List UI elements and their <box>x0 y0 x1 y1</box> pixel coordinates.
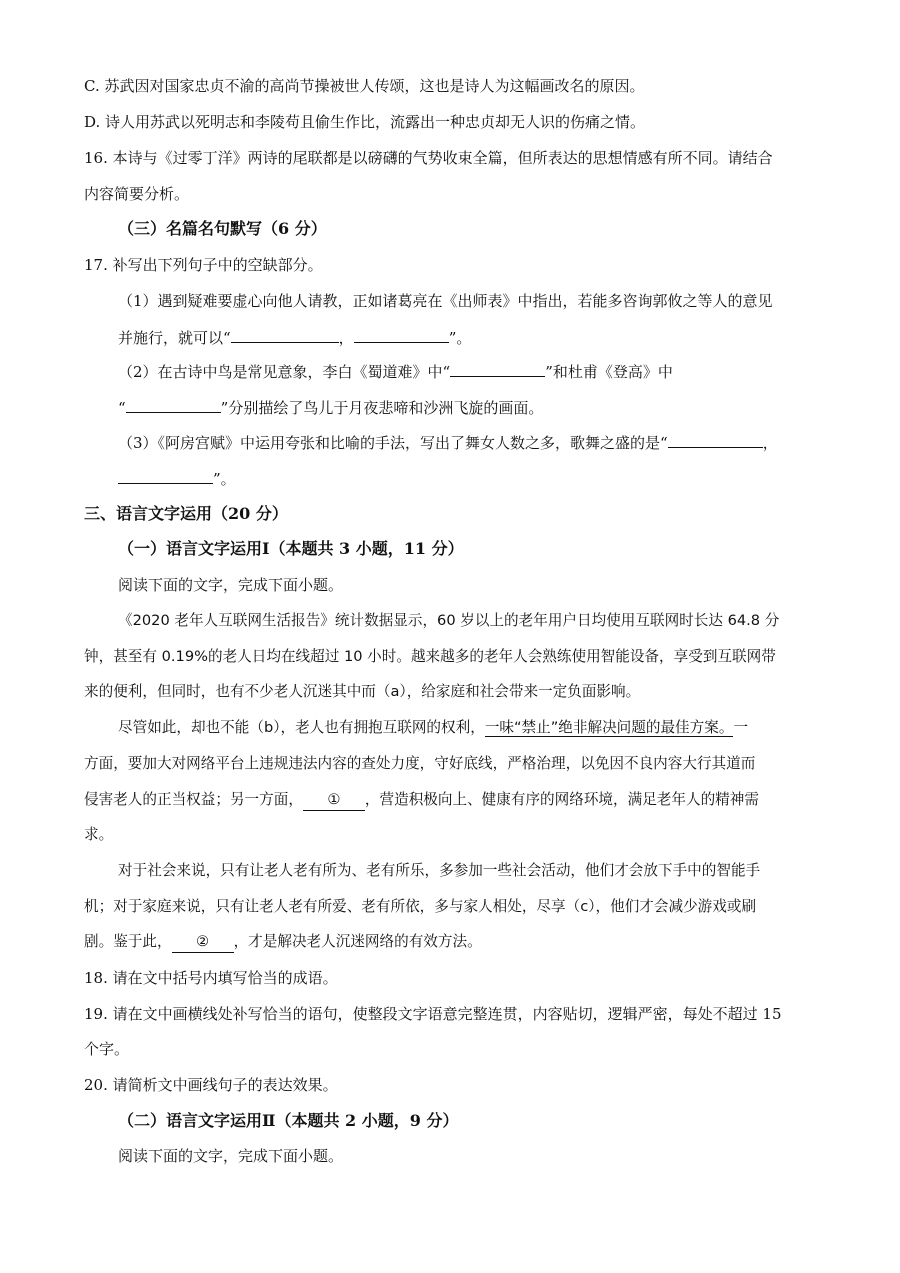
q17-item2b-prefix: “ <box>118 399 126 417</box>
q17-item2-suffix: ”和杜甫《登高》中 <box>545 363 673 381</box>
option-d: D. 诗人用苏武以死明志和李陵苟且偷生作比，流露出一种忠贞却无人识的伤痛之情。 <box>84 113 646 131</box>
underlined-sentence: 一味“禁止”绝非解决问题的最佳方案。 <box>484 719 734 736</box>
option-c: C. 苏武因对国家忠贞不渝的高尚节操被世人传颂，这也是诗人为这幅画改名的原因。 <box>84 77 645 95</box>
answer-blank[interactable] <box>126 395 221 413</box>
q17-item1-line1: （1）遇到疑难要虚心向他人请教，正如诸葛亮在《出师表》中指出，若能多咨询郭攸之等人的意见 <box>118 292 773 310</box>
answer-blank[interactable] <box>354 325 449 343</box>
q17-item2b-suffix: ”分别描绘了鸟儿于月夜悲啼和沙洲飞旋的画面。 <box>220 399 544 417</box>
question-19-line1: 19. 请在文中画横线处补写恰当的语句，使整段文字语意完整连贯，内容贴切，逻辑严密，每处不超过 15 <box>84 1005 782 1023</box>
question-19-line2: 个字。 <box>84 1040 130 1058</box>
question-20: 20. 请简析文中画线句子的表达效果。 <box>84 1076 338 1094</box>
reading-instruction-2: 阅读下面的文字，完成下面小题。 <box>118 1147 344 1165</box>
subsection-heading-2: （二）语言文字运用Ⅱ（本题共 2 小题，9 分） <box>118 1111 459 1130</box>
question-17-stem: 17. 补写出下列句子中的空缺部分。 <box>84 256 323 274</box>
q17-item3-line2 <box>118 466 236 491</box>
section-heading-mingpian: （三）名篇名句默写（6 分） <box>118 219 327 238</box>
passage-p1-line3: 来的便利，但同时，也有不少老人沉迷其中而（a），给家庭和社会带来一定负面影响。 <box>84 683 641 700</box>
q17-item3-sep: ， <box>762 434 778 452</box>
passage-p3-line1: 对于社会来说，只有让老人老有所为、老有所乐，多参加一些社会活动，他们才会放下手中的智能手 <box>118 862 761 879</box>
passage-p2-text-cont: ，营造积极向上、健康有序的网络环境，满足老年人的精神需 <box>364 791 759 808</box>
answer-blank[interactable] <box>231 325 339 343</box>
answer-blank[interactable] <box>668 430 763 448</box>
passage-p2-text: 侵害老人的正当权益；另一方面， <box>84 791 303 808</box>
numbered-blank-2[interactable]: ② <box>172 932 234 953</box>
q17-item3-suffix: ”。 <box>213 470 236 488</box>
passage-p2-line2: 方面，要加大对网络平台上违规违法内容的查处力度，守好底线，严格治理，以免因不良内容大行其道而 <box>84 755 756 772</box>
q17-item3-line1 <box>118 430 778 455</box>
section-heading-three: 三、语言文字运用（20 分） <box>84 504 288 523</box>
q17-item1-prefix: 并施行，就可以“ <box>118 329 231 347</box>
q17-item3-prefix: （3）《阿房宫赋》中运用夸张和比喻的手法，写出了舞女人数之多，歌舞之盛的是“ <box>118 434 668 452</box>
q17-item1-sep: ， <box>338 329 354 347</box>
passage-p3-line2: 机；对于家庭来说，只有让老人老有所爱、老有所依，多与家人相处，尽享（c），他们才会减少游戏或刷 <box>84 898 757 915</box>
passage-p3-text: 剧。鉴于此， <box>84 933 172 950</box>
answer-blank[interactable] <box>118 466 213 484</box>
reading-instruction: 阅读下面的文字，完成下面小题。 <box>118 576 344 594</box>
q17-item1-line2 <box>118 325 471 350</box>
numbered-blank-1[interactable]: ① <box>303 790 365 811</box>
subsection-heading-1: （一）语言文字运用Ⅰ（本题共 3 小题，11 分） <box>118 539 464 558</box>
q17-item2-line1 <box>118 359 673 384</box>
passage-p1-line2: 钟，甚至有 0.19%的老人日均在线超过 10 小时。越来越多的老年人会熟练使用智能设备，享受到互联网带 <box>84 648 776 665</box>
passage-p2-line4: 求。 <box>84 826 114 843</box>
passage-p1-line1: 《2020 老年人互联网生活报告》统计数据显示，60 岁以上的老年用户日均使用互联网时长达 64.8 分 <box>118 612 780 629</box>
question-16-line1: 16. 本诗与《过零丁洋》两诗的尾联都是以磅礴的气势收束全篇，但所表达的思想情感有所不同。请结合 <box>84 149 773 167</box>
answer-blank[interactable] <box>450 359 545 377</box>
passage-p2-line1 <box>118 716 748 740</box>
question-18: 18. 请在文中括号内填写恰当的成语。 <box>84 969 338 987</box>
passage-p3-text-cont: ，才是解决老人沉迷网络的有效方法。 <box>233 933 482 950</box>
passage-p3-line3 <box>84 930 482 954</box>
passage-p2-line3 <box>84 788 759 812</box>
q17-item2-prefix: （2）在古诗中鸟是常见意象，李白《蜀道难》中“ <box>118 363 451 381</box>
question-16-line2: 内容简要分析。 <box>84 185 190 203</box>
passage-p2-text-end: 一 <box>733 719 749 736</box>
q17-item1-suffix: ”。 <box>448 329 472 347</box>
passage-p2-text: 尽管如此，却也不能（b），老人也有拥抱互联网的权利， <box>118 719 485 736</box>
q17-item2-line2 <box>118 395 543 420</box>
